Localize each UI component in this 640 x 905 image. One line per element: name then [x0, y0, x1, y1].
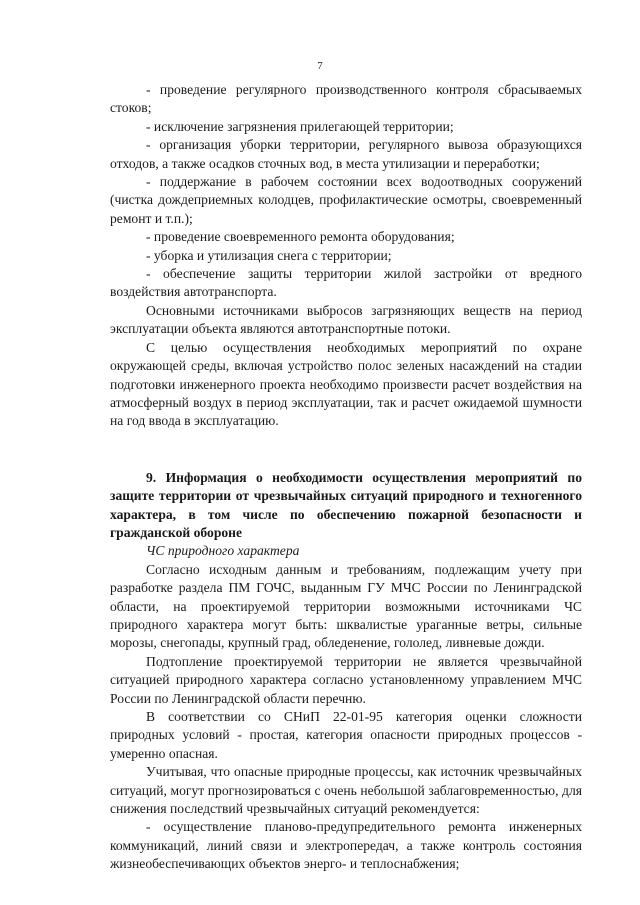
section-heading: 9. Информация о необходимости осуществления мероприятий по защите территории от чрезвычайных ситуаций природного и техногенного характера, в том числе по обеспечению пожарной безопасности и гражданской обороне	[110, 469, 582, 540]
paragraph-emission-sources: Основными источниками выбросов загрязняющих веществ на период эксплуатации объекта являются автотранспортные потоки.	[110, 302, 582, 337]
list-item-maintenance: - осуществление планово-предупредительного ремонта инженерных коммуникаций, линий связи и электропередач, а также контроль состояния жизнеобеспечивающих объектов энерго- и теплоснабжения;	[110, 819, 582, 872]
list-item-contamination-exclusion: - исключение загрязнения прилегающей территории;	[146, 118, 454, 134]
list-item-traffic-protection: - обеспечение защиты территории жилой застройки от вредного воздействия автотранспорта.	[110, 266, 582, 300]
page-number: 7	[317, 60, 323, 72]
paragraph-flooding: Подтопление проектируемой территории не является чрезвычайной ситуацией природного характера согласно установленному управлением МЧС России по Ленинградской области перечню.	[110, 653, 582, 706]
list-item-stock-control: - проведение регулярного производственного контроля сбрасываемых стоков;	[110, 82, 582, 116]
paragraph-snip-category: В соответствии со СНиП 22-01-95 категория оценки сложности природных условий - простая, категория опасности природных процессов - умеренно опасная.	[110, 709, 582, 761]
list-item-equipment-repair: - проведение своевременного ремонта оборудования;	[146, 229, 455, 245]
section-subheading: ЧС природного характера	[146, 543, 300, 559]
paragraph-emergency-sources: Согласно исходным данным и требованиям, подлежащим учету при разработке раздела ПМ ГОЧС, выданным ГУ МЧС России по Ленинградской области, на проектируемой территории возможными источниками ЧС природного характера могут быть: шквалистые ураганные ветры, сильные морозы, снегопады, крупный град, обледенение, гололед, ливневые дожди.	[110, 561, 582, 651]
list-item-drainage-maintenance: - поддержание в рабочем состоянии всех водоотводных сооружений (чистка дождеприемных колодцев, профилактические осмотры, своевременный ремонт и т.п.);	[110, 174, 582, 226]
list-item-waste-removal: - организация уборки территории, регулярного вывоза образующихся отходов, а также осадков сточных вод, в места утилизации и переработки;	[110, 137, 582, 171]
list-item-snow-removal: - уборка и утилизация снега с территории;	[146, 247, 392, 263]
document-body	[110, 81, 582, 874]
paragraph-environment-measures: С целью осуществления необходимых мероприятий по охране окружающей среды, включая устройство полос зеленых насаждений на стадии подготовки инженерного проекта необходимо произвести расчет воздействия на атмосферный воздух в период эксплуатации, так и расчет ожидаемой шумности на год ввода в эксплуатацию.	[110, 339, 582, 429]
paragraph-recommendations: Учитывая, что опасные природные процессы, как источник чрезвычайных ситуаций, могут прогнозироваться с очень небольшой заблаговременностью, для снижения последствий чрезвычайных ситуаций рекомендуется:	[110, 764, 582, 817]
